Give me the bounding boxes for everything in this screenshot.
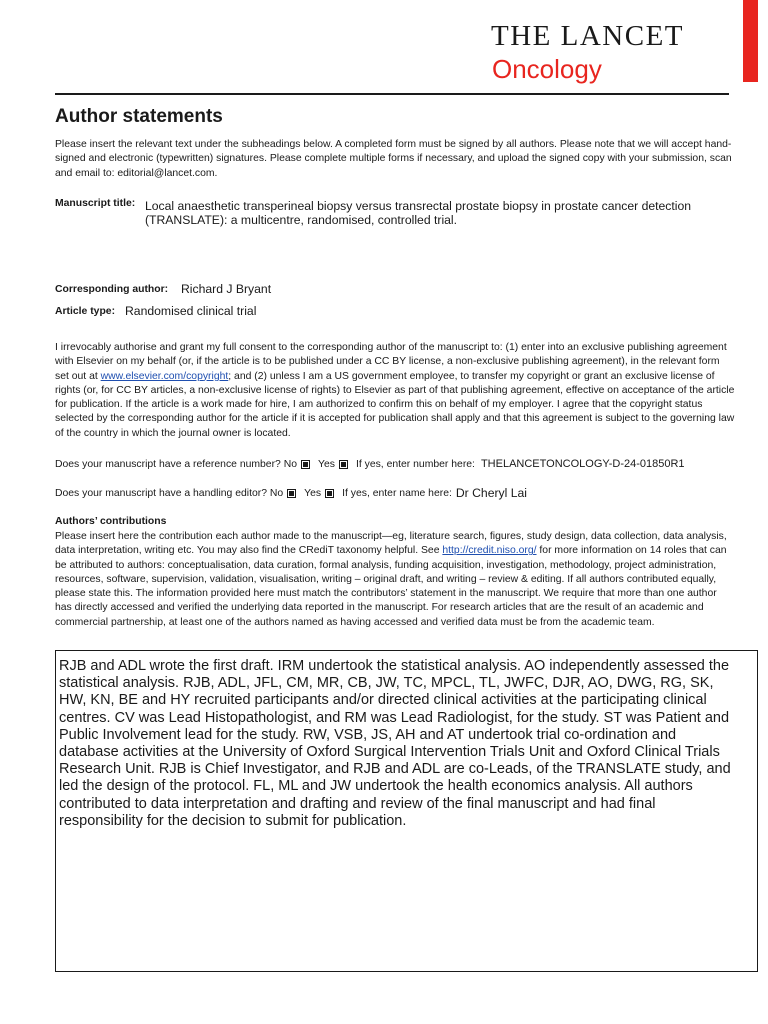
reference-question-text: Does your manuscript have a reference number? [55, 458, 281, 470]
authors-contributions-heading: Authors’ contributions [55, 516, 167, 527]
intro-text: Please insert the relevant text under the subheadings below. A completed form must be signed by all authors. Please note that we will accept hand-signed and electronic (typewritten) signatures. Please complete multiple forms if necessary, and upload the signed copy with your submission, scan and email to: editorial@lancet.com. [55, 139, 732, 179]
corresponding-author-label: Corresponding author: [55, 284, 169, 295]
reference-no-checkbox[interactable] [301, 460, 310, 469]
contrib-text-after: for more information on 14 roles that can be attributed to authors: conceptualisation, data curation, formal analysis, funding acquisition, investigation, methodology, project administration, resources, software, supervision, validation, visualisation, writing – original draft, and writing – review & editing. If all authors contributed equally, please state this. The information provided here must match the contributors’ statement in the manuscript. We require that more than one author has directly accessed and verified the underlying data reported in the manuscript. For research articles that are the result of an academic and commercial partnership, at least one of the authors named as having accessed and verified data must be from the academic team. [55, 545, 727, 628]
contributions-answer-text[interactable]: RJB and ADL wrote the first draft. IRM undertook the statistical analysis. AO independently assessed the statistical analysis. RJB, ADL, JFL, CM, MR, CB, JW, TC, MPCL, TL, JWFC, DJR, AO, DWG, RG, SK, HW, KN, BE and HY recruited participants and/or directed clinical activities at the participating clinical centres. CV was Lead Histopathologist, and RM was Lead Radiologist, for the study. ST was Patient and Public Involvement lead for the study. RW, VSB, JS, AH and AT undertook trial co-ordination and database activities at the University of Oxford Surgical Intervention Trials Unit and Oxford Clinical Trials Research Unit. RJB is Chief Investigator, and RJB and ADL are co-Leads, of the TRANSLATE study, and led the design of the protocol. FL, ML and JW undertook the health economics analysis. All authors contributed to data interpretation and drafting and review of the final manuscript and had final responsibility for the decision to submit for publication. [59, 658, 731, 829]
manuscript-title-label: Manuscript title: [55, 198, 136, 209]
article-type-value[interactable]: Randomised clinical trial [125, 304, 257, 318]
handling-editor-value[interactable]: Dr Cheryl Lai [455, 486, 527, 500]
editor-no-label: No [269, 487, 284, 499]
editor-if-yes-label: If yes, enter name here: [342, 487, 452, 499]
credit-niso-link[interactable]: http://credit.niso.org/ [442, 545, 537, 557]
reference-yes-label: Yes [318, 458, 335, 470]
reference-yes-checkbox[interactable] [339, 460, 348, 469]
journal-title: THE LANCET [491, 20, 684, 52]
consent-text [55, 341, 735, 441]
header-divider [55, 93, 729, 95]
corresponding-author-value[interactable]: Richard J Bryant [181, 282, 272, 296]
brand-accent-bar [743, 0, 758, 82]
reference-if-yes-label: If yes, enter number here: [355, 458, 475, 470]
manuscript-title-value[interactable]: Local anaesthetic transperineal biopsy versus transrectal prostate biopsy in prostate cancer detection (TRANSLATE): a multicentre, randomised, controlled trial. [145, 199, 692, 227]
journal-subtitle: Oncology [492, 54, 602, 84]
editor-no-checkbox[interactable] [287, 489, 296, 498]
page-title: Author statements [55, 106, 223, 127]
consent-text-before: I irrevocably authorise and grant my full consent to the corresponding author of the manuscript to: (1) enter into an exclusive publishing agreement with Elsevier on my behalf (or, if the article is to be published under a CC BY license, a non-exclusive publishing agreement), in the relevant form set out at [55, 342, 727, 382]
contributions-instructions [55, 530, 735, 630]
contrib-text-before: Please insert here the contribution each author made to the manuscript—eg, literature search, figures, study design, data collection, data analysis, data interpretation, writing etc. You may also find the CRediT taxonomy helpful. See [55, 531, 727, 557]
editor-yes-checkbox[interactable] [325, 489, 334, 498]
article-type-label: Article type: [55, 306, 116, 317]
elsevier-copyright-link[interactable]: www.elsevier.com/copyright [100, 370, 229, 382]
editor-yes-label: Yes [304, 487, 322, 499]
handling-editor-question [55, 486, 527, 500]
reference-number-value[interactable]: THELANCETONCOLOGY-D-24-01850R1 [480, 458, 685, 470]
reference-no-label: No [283, 458, 298, 470]
consent-text-after: ; and (2) unless I am a US government employee, to transfer my copyright or grant an exclusive license of rights (or, for CC BY articles, a non-exclusive license of rights) to Elsevier as part of that publishing agreement, effective on acceptance of the article for publication. If the article is a work made for hire, I am authorized to confirm this on behalf of my employer. I agree that the copyright status selected by the corresponding author for the article if it is accepted for publication shall apply and that this agreement is subject to the governing law of the country in which the journal owner is located. [55, 370, 735, 439]
reference-number-question [55, 458, 685, 470]
editor-question-text: Does your manuscript have a handling editor? [55, 487, 267, 499]
